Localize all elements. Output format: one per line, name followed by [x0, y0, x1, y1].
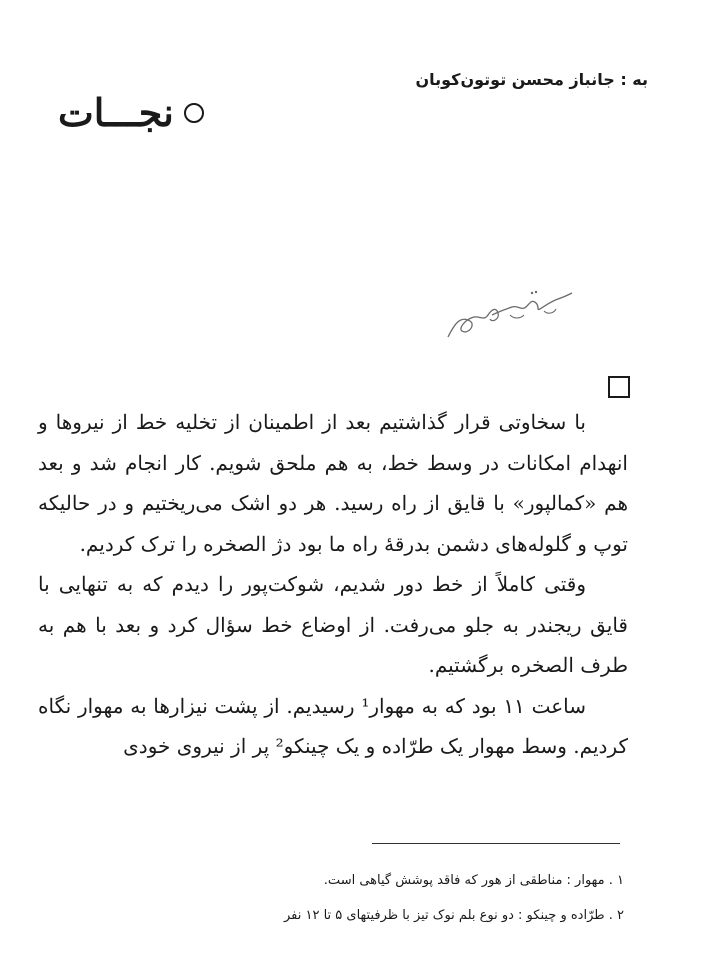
paragraph-1: با سخاوتی قرار گذاشتیم بعد از اطمینان از تخلیه خط از نیروها و انهدام امکانات در وسط خط، به هم ملحق شویم. کار انجام شد و بعد هم «کمالپور» با قایق از راه رسید. هر دو اشک می‌ریختیم و در حالیکه توپ و گلوله‌های دشمن بدرقهٔ راه ما بود دژ الصخره را ترک کردیم.	[38, 410, 628, 556]
circle-bullet-icon	[184, 103, 204, 123]
handwritten-signature	[440, 285, 580, 355]
footnote-2: ۲ . طرّاده و چینکو : دو نوع بلم نوک تیز با ظرفیتهای ۵ تا ۱۲ نفر	[283, 908, 624, 923]
dedication-line: به : جانباز محسن توتون‌کوبان	[415, 70, 648, 89]
paragraph-3: ساعت ۱۱ بود که به مهوار¹ رسیدیم. از پشت نیزارها به مهوار نگاه کردیم. وسط مهوار یک طرّاده و یک چینکو² پر از نیروی خودی	[38, 693, 628, 758]
chapter-title	[58, 90, 204, 135]
paragraph-2: وقتی کاملاً از خط دور شدیم، شوکت‌پور را دیدم که به تنهایی با قایق ریجندر به جلو می‌رفت. از اوضاع خط سؤال کرد و بعد با هم به طرف الصخره برگشتیم.	[38, 572, 628, 677]
footnote-1: ۱ . مهوار : مناطقی از هور که فاقد پوشش گیاهی است.	[323, 873, 624, 888]
square-bullet-icon	[608, 376, 630, 398]
chapter-title-text: نجـــات	[58, 90, 174, 135]
footnote-divider	[372, 843, 620, 844]
body-text	[38, 402, 628, 767]
